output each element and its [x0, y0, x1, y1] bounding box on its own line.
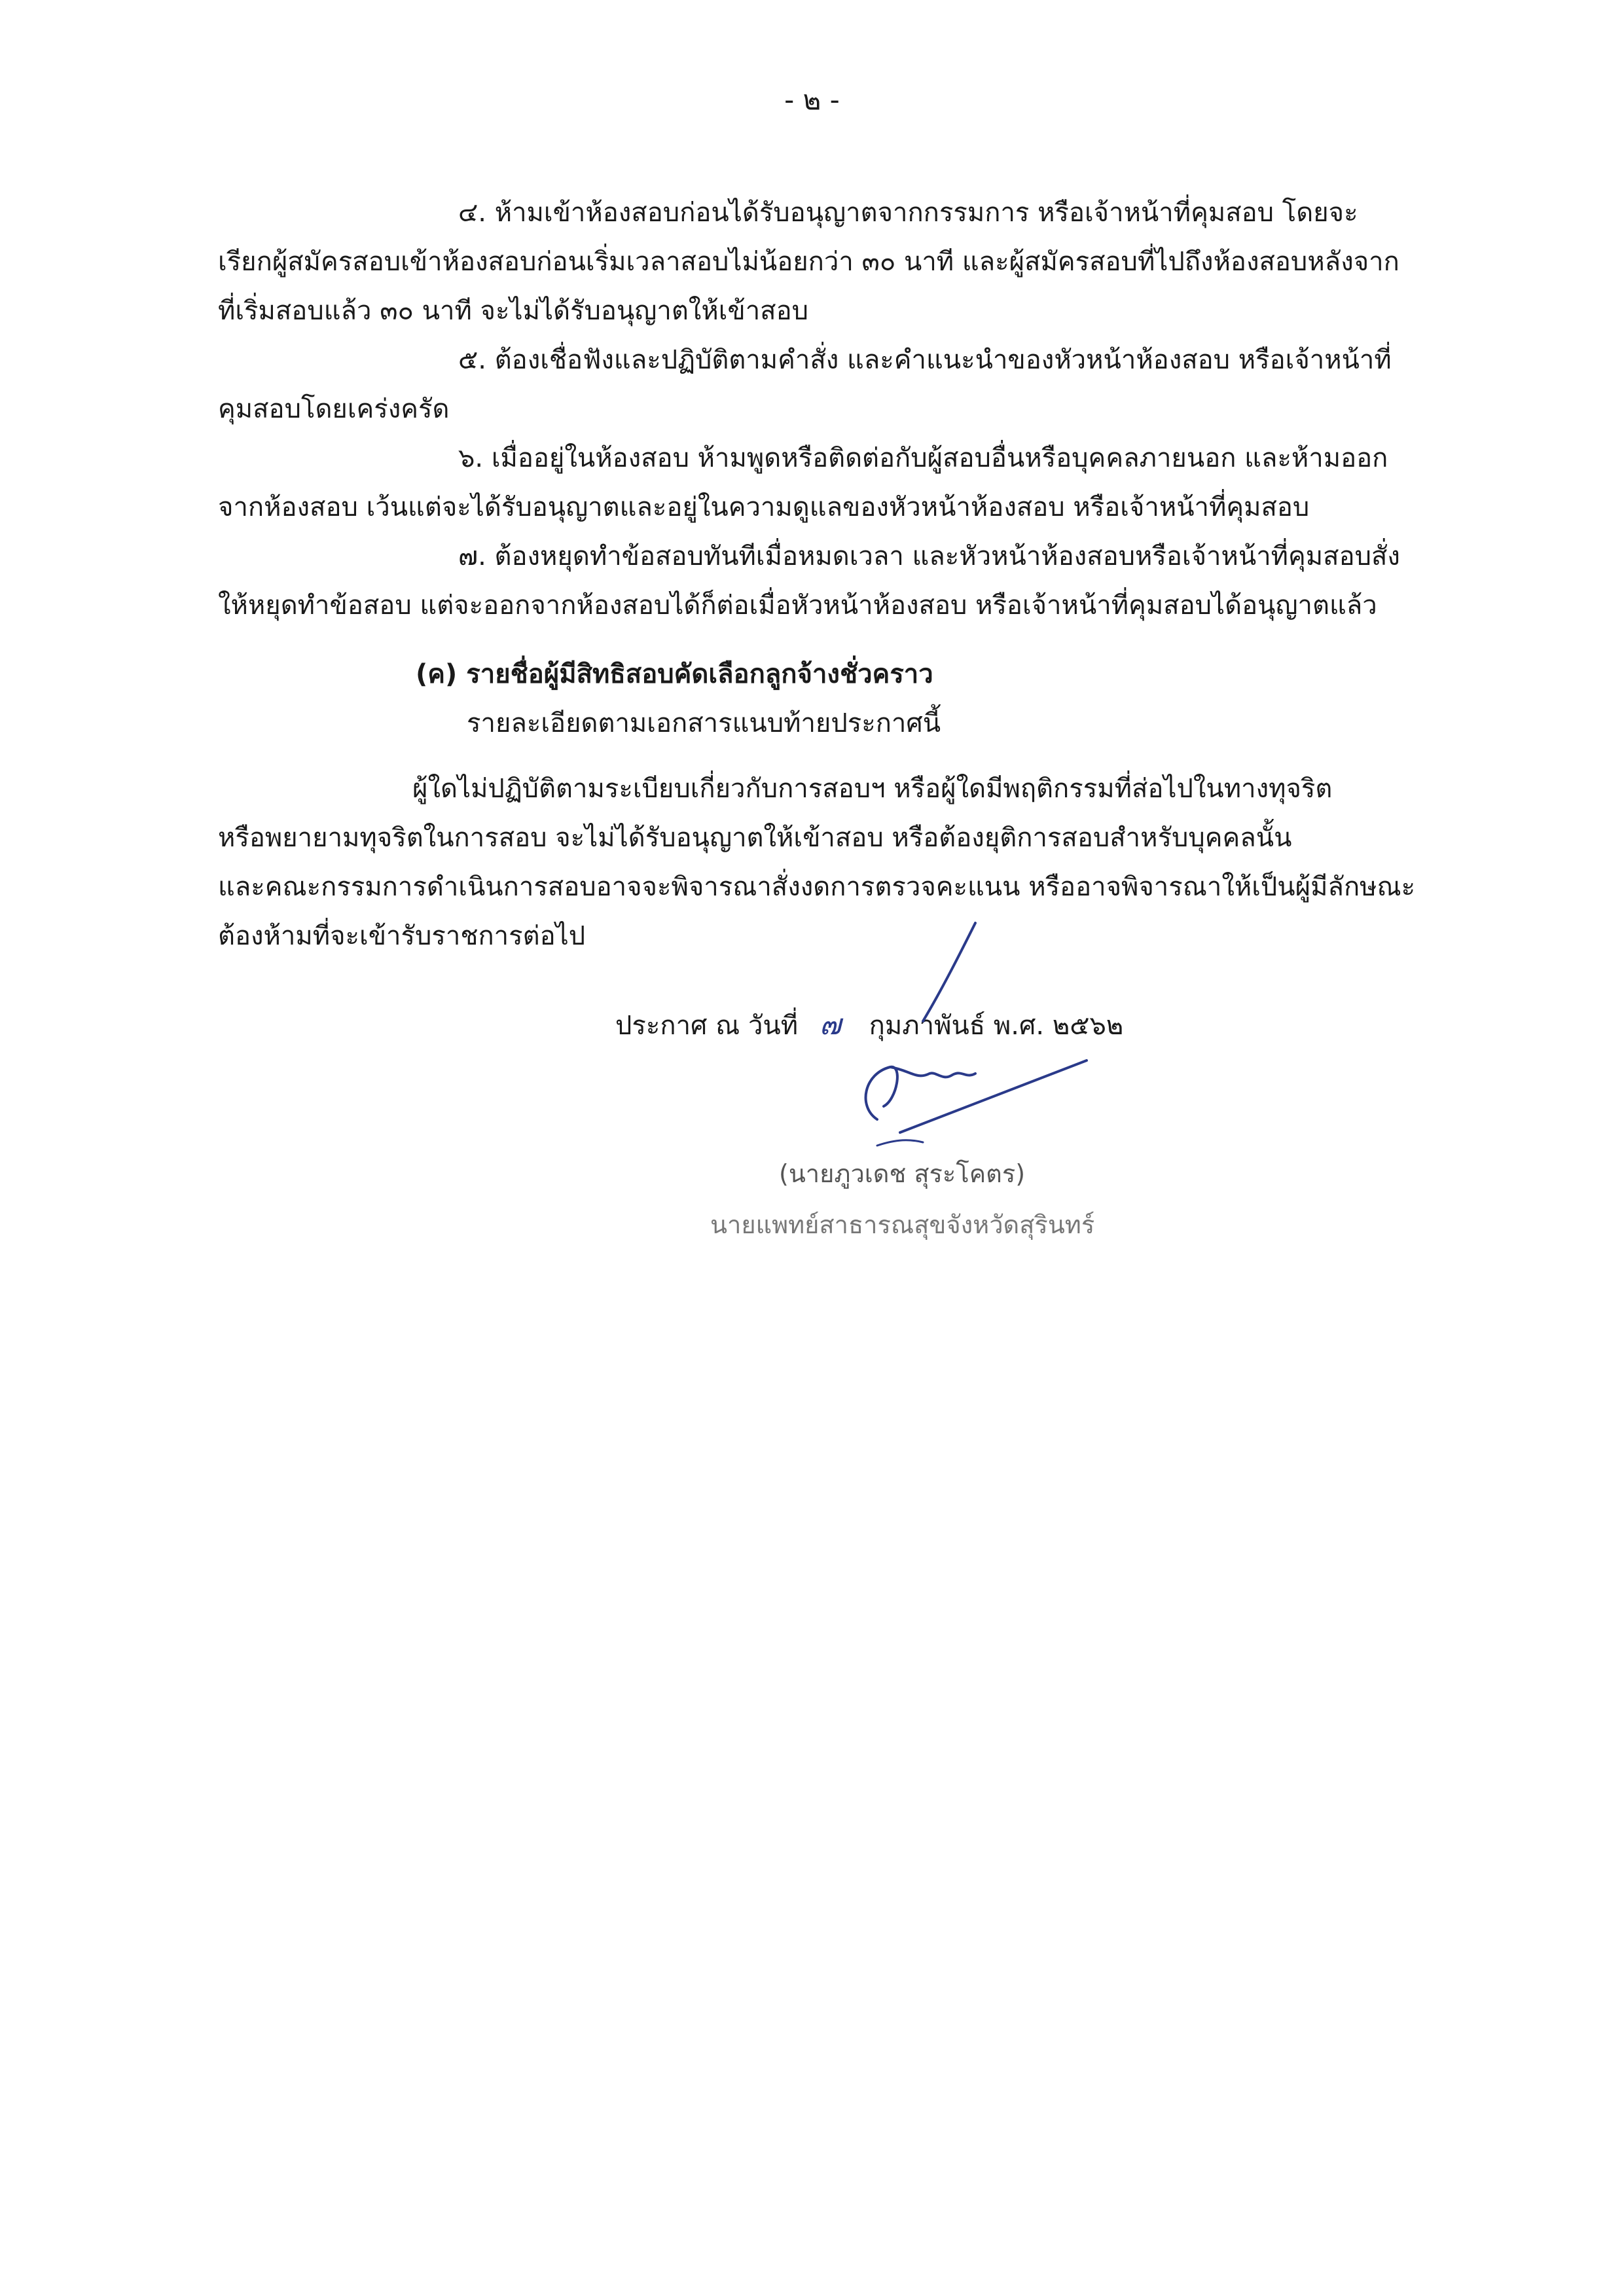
signatory-position: นายแพทย์สาธารณสุขจังหวัดสุรินทร์ — [710, 1210, 1095, 1239]
signature-image — [838, 910, 1126, 1159]
rule-7-line-1: ๗. ต้องหยุดทำข้อสอบทันทีเมื่อหมดเวลา และหัวหน้าห้องสอบหรือเจ้าหน้าที่คุมสอบสั่ง — [458, 541, 1400, 571]
penalty-line-1: ผู้ใดไม่ปฏิบัติตามระเบียบเกี่ยวกับการสอบฯ หรือผู้ใดมีพฤติกรรมที่ส่อไปในทางทุจริต — [412, 774, 1333, 804]
section-heading: (ค) รายชื่อผู้มีสิทธิสอบคัดเลือกลูกจ้างชั่วคราว — [416, 659, 933, 689]
rule-7-line-2: ให้หยุดทำข้อสอบ แต่จะออกจากห้องสอบได้ก็ต่อเมื่อหัวหน้าห้องสอบ หรือเจ้าหน้าที่คุมสอบได้อนุญาตแล้ว — [218, 590, 1377, 621]
section-detail: รายละเอียดตามเอกสารแนบท้ายประกาศนี้ — [467, 708, 941, 738]
rule-4-line-1: ๔. ห้ามเข้าห้องสอบก่อนได้รับอนุญาตจากกรรมการ หรือเจ้าหน้าที่คุมสอบ โดยจะ — [458, 198, 1358, 228]
rule-5-line-1: ๕. ต้องเชื่อฟังและปฏิบัติตามคำสั่ง และคำแนะนำของหัวหน้าห้องสอบ หรือเจ้าหน้าที่ — [458, 345, 1392, 375]
page-number: - ๒ - — [784, 84, 840, 116]
rule-4-line-2: เรียกผู้สมัครสอบเข้าห้องสอบก่อนเริ่มเวลาสอบไม่น้อยกว่า ๓๐ นาที และผู้สมัครสอบที่ไปถึงห้องสอบหลังจาก — [218, 247, 1399, 277]
penalty-line-2: หรือพยายามทุจริตในการสอบ จะไม่ได้รับอนุญาตให้เข้าสอบ หรือต้องยุติการสอบสำหรับบุคคลนั้น — [218, 823, 1292, 853]
rule-6-line-2: จากห้องสอบ เว้นแต่จะได้รับอนุญาตและอยู่ในความดูแลของหัวหน้าห้องสอบ หรือเจ้าหน้าที่คุมสอบ — [218, 492, 1310, 522]
rule-4-line-3: ที่เริ่มสอบแล้ว ๓๐ นาที จะไม่ได้รับอนุญาตให้เข้าสอบ — [218, 296, 809, 326]
signatory-name: (นายภูวเดช สุระโคตร) — [779, 1159, 1026, 1188]
penalty-line-4: ต้องห้ามที่จะเข้ารับราชการต่อไป — [218, 921, 586, 951]
rule-5-line-2: คุมสอบโดยเคร่งครัด — [218, 394, 450, 424]
announcement-month-year: กุมภาพันธ์ พ.ศ. ๒๕๖๒ — [869, 1011, 1124, 1041]
penalty-line-3: และคณะกรรมการดำเนินการสอบอาจจะพิจารณาสั่งงดการตรวจคะแนน หรืออาจพิจารณาให้เป็นผู้มีลักษณะ — [218, 872, 1416, 902]
handwritten-day: ๗ — [819, 1008, 841, 1041]
announcement-prefix: ประกาศ ณ วันที่ — [615, 1011, 799, 1041]
rule-6-line-1: ๖. เมื่ออยู่ในห้องสอบ ห้ามพูดหรือติดต่อกับผู้สอบอื่นหรือบุคคลภายนอก และห้ามออก — [458, 443, 1388, 473]
